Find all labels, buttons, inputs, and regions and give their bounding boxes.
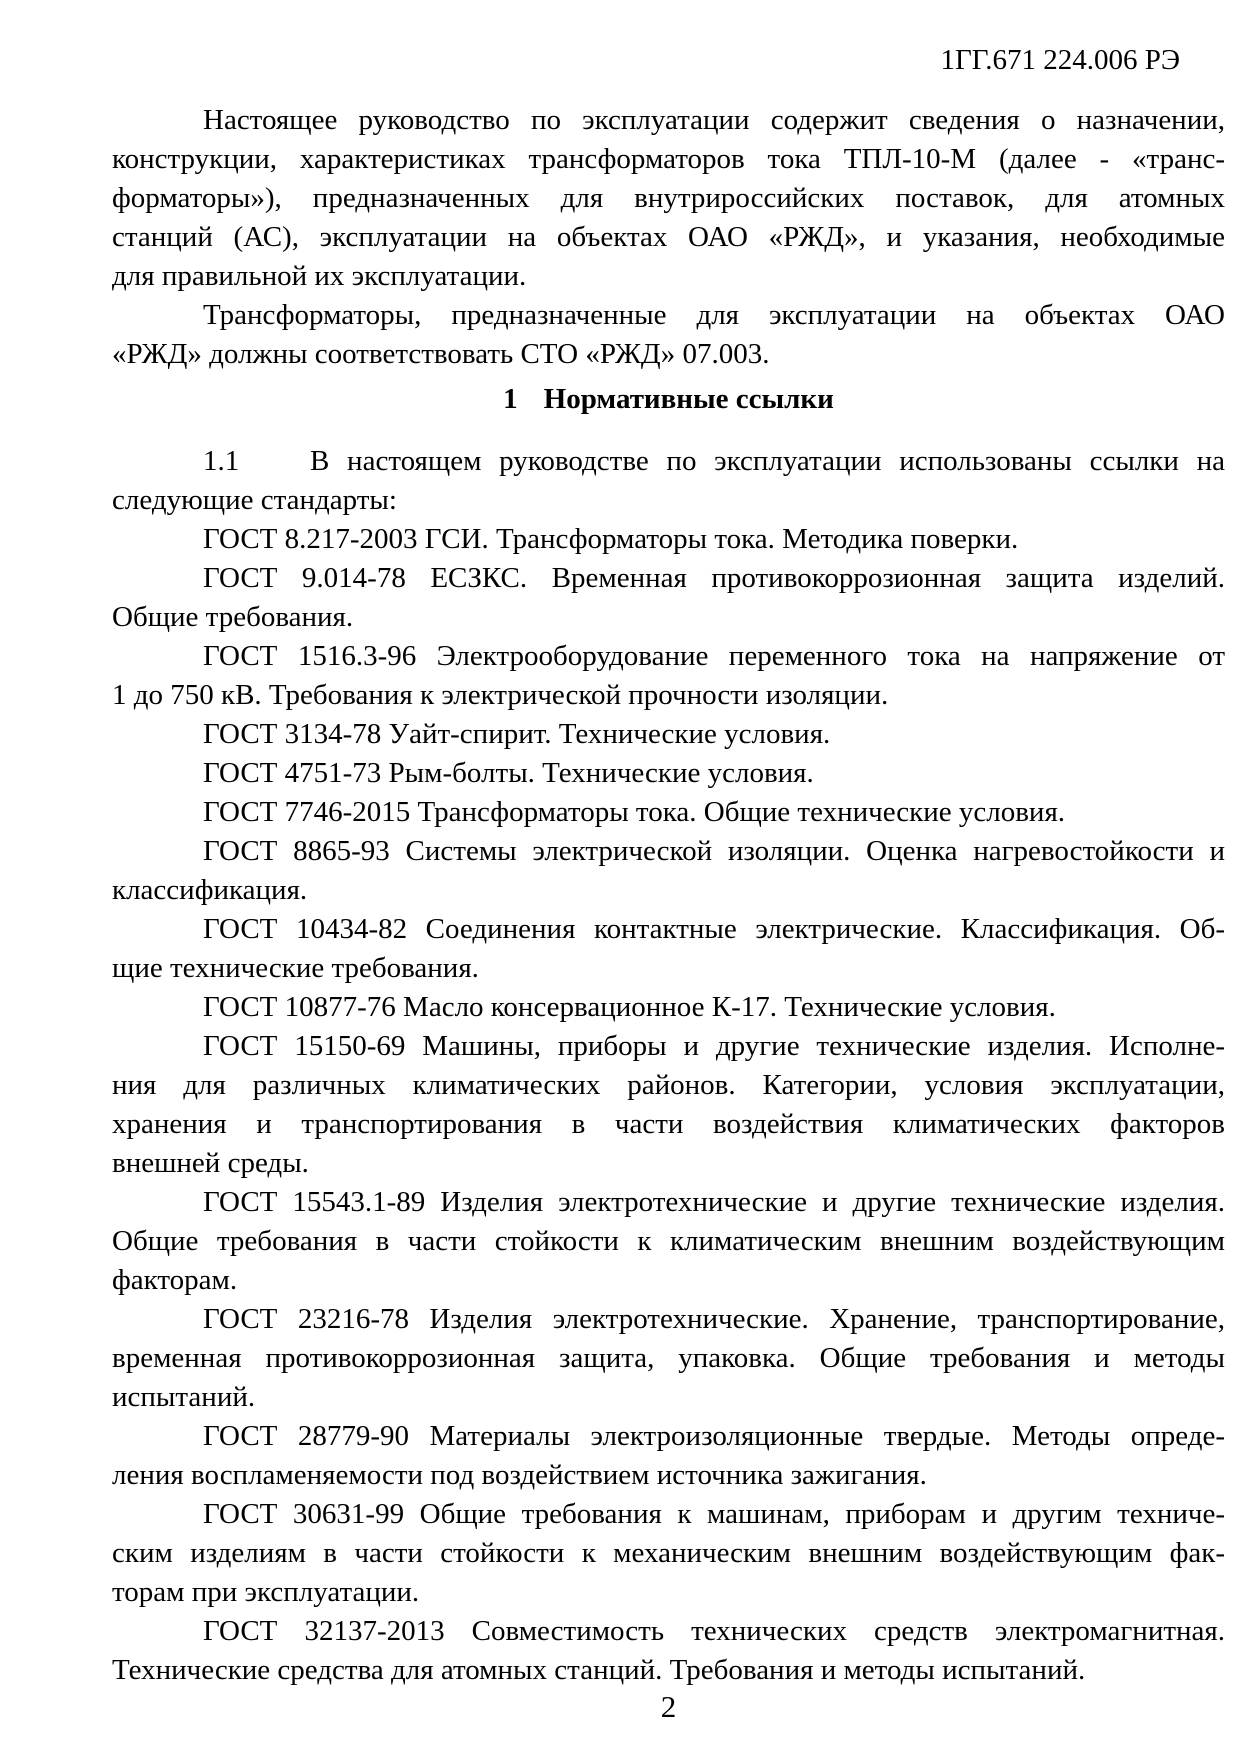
text-line: форматоры»), предназначенных для внутрироссийских поставок, для атомных [112, 182, 1225, 214]
paragraph [112, 1612, 1225, 1690]
text-line: щие технические требования. [112, 952, 479, 984]
paragraph [112, 754, 1225, 793]
paragraph [112, 637, 1225, 715]
text-line: ления воспламеняемости под воздействием источника зажигания. [112, 1459, 927, 1491]
text-line: ГОСТ 7746-2015 Трансформаторы тока. Общие технические условия. [203, 796, 1066, 828]
text-line: Технические средства для атомных станций. Требования и методы испытаний. [112, 1654, 1086, 1686]
paragraph [112, 101, 1225, 296]
text-line: временная противокоррозионная защита, упаковка. Общие требования и методы [112, 1342, 1225, 1374]
paragraph [112, 520, 1225, 559]
text-line: ГОСТ 15150-69 Машины, приборы и другие технические изделия. Исполне- [203, 1030, 1225, 1062]
paragraph [112, 832, 1225, 910]
text-line: ГОСТ 8865-93 Системы электрической изоляции. Оценка нагревостойкости и [203, 835, 1225, 867]
paragraph [112, 559, 1225, 637]
text-line: ния для различных климатических районов. Категории, условия эксплуатации, [112, 1069, 1225, 1101]
text-line: ГОСТ 8.217-2003 ГСИ. Трансформаторы тока. Методика поверки. [203, 523, 1019, 555]
text-line: «РЖД» должны соответствовать СТО «РЖД» 07.003. [112, 338, 770, 370]
text-line: торам при эксплуатации. [112, 1576, 420, 1608]
section-number: 1 [503, 383, 518, 415]
paragraph [112, 793, 1225, 832]
text-line: ским изделиям в части стойкости к механическим внешним воздействующим фак- [112, 1537, 1225, 1569]
paragraph [112, 715, 1225, 754]
text-line: 1 до 750 кВ. Требования к электрической прочности изоляции. [112, 679, 889, 711]
text-line: ГОСТ 32137-2013 Совместимость технических средств электромагнитная. [203, 1615, 1225, 1647]
paragraph [112, 1027, 1225, 1183]
text-line: ГОСТ 15543.1-89 Изделия электротехнические и другие технические изделия. [203, 1186, 1225, 1218]
text-line: ГОСТ 9.014-78 ЕСЗКС. Временная противокоррозионная защита изделий. [203, 562, 1225, 594]
text-line: ГОСТ 10877-76 Масло консервационное К-17. Технические условия. [203, 991, 1056, 1023]
text-line: 1.1 В настоящем руководстве по эксплуатации использованы ссылки на [203, 445, 1225, 477]
document-body [112, 101, 1225, 1690]
text-line: классификация. [112, 874, 308, 906]
text-line: Трансформаторы, предназначенные для эксплуатации на объектах ОАО [203, 299, 1225, 331]
text-line: ГОСТ 3134-78 Уайт-спирит. Технические условия. [203, 718, 831, 750]
paragraph [112, 1417, 1225, 1495]
text-line: испытаний. [112, 1381, 256, 1413]
text-line: Общие требования. [112, 601, 354, 633]
text-line: ГОСТ 4751-73 Рым-болты. Технические условия. [203, 757, 814, 789]
text-line: факторам. [112, 1264, 238, 1296]
paragraph [112, 988, 1225, 1027]
text-line: ГОСТ 28779-90 Материалы электроизоляционные твердые. Методы опреде- [203, 1420, 1225, 1452]
text-line: ГОСТ 23216-78 Изделия электротехнические. Хранение, транспортирование, [203, 1303, 1225, 1335]
section-heading [112, 380, 1225, 419]
section-title: Нормативные ссылки [543, 383, 834, 415]
text-line: Общие требования в части стойкости к климатическим внешним воздействующим [112, 1225, 1225, 1257]
paragraph [112, 1495, 1225, 1612]
text-line: ГОСТ 1516.3-96 Электрооборудование переменного тока на напряжение от [203, 640, 1225, 672]
text-line: следующие стандарты: [112, 484, 397, 516]
page-number: 2 [660, 1689, 677, 1724]
text-line: хранения и транспортирования в части воздействия климатических факторов [112, 1108, 1225, 1140]
text-line: внешней среды. [112, 1147, 309, 1179]
paragraph [112, 1183, 1225, 1300]
paragraph [112, 1300, 1225, 1417]
paragraph [112, 910, 1225, 988]
text-line: Настоящее руководство по эксплуатации содержит сведения о назначении, [203, 104, 1225, 136]
text-line: для правильной их эксплуатации. [112, 260, 527, 292]
text-line: ГОСТ 10434-82 Соединения контактные электрические. Классификация. Об- [203, 913, 1225, 945]
paragraph [112, 442, 1225, 520]
paragraph [112, 296, 1225, 374]
text-line: ГОСТ 30631-99 Общие требования к машинам, приборам и другим техниче- [203, 1498, 1225, 1530]
text-line: станций (АС), эксплуатации на объектах ОАО «РЖД», и указания, необходимые [112, 221, 1225, 253]
text-line: конструкции, характеристиках трансформаторов тока ТПЛ-10-М (далее - «транс- [112, 143, 1225, 175]
document-number: 1ГГ.671 224.006 РЭ [940, 44, 1180, 76]
